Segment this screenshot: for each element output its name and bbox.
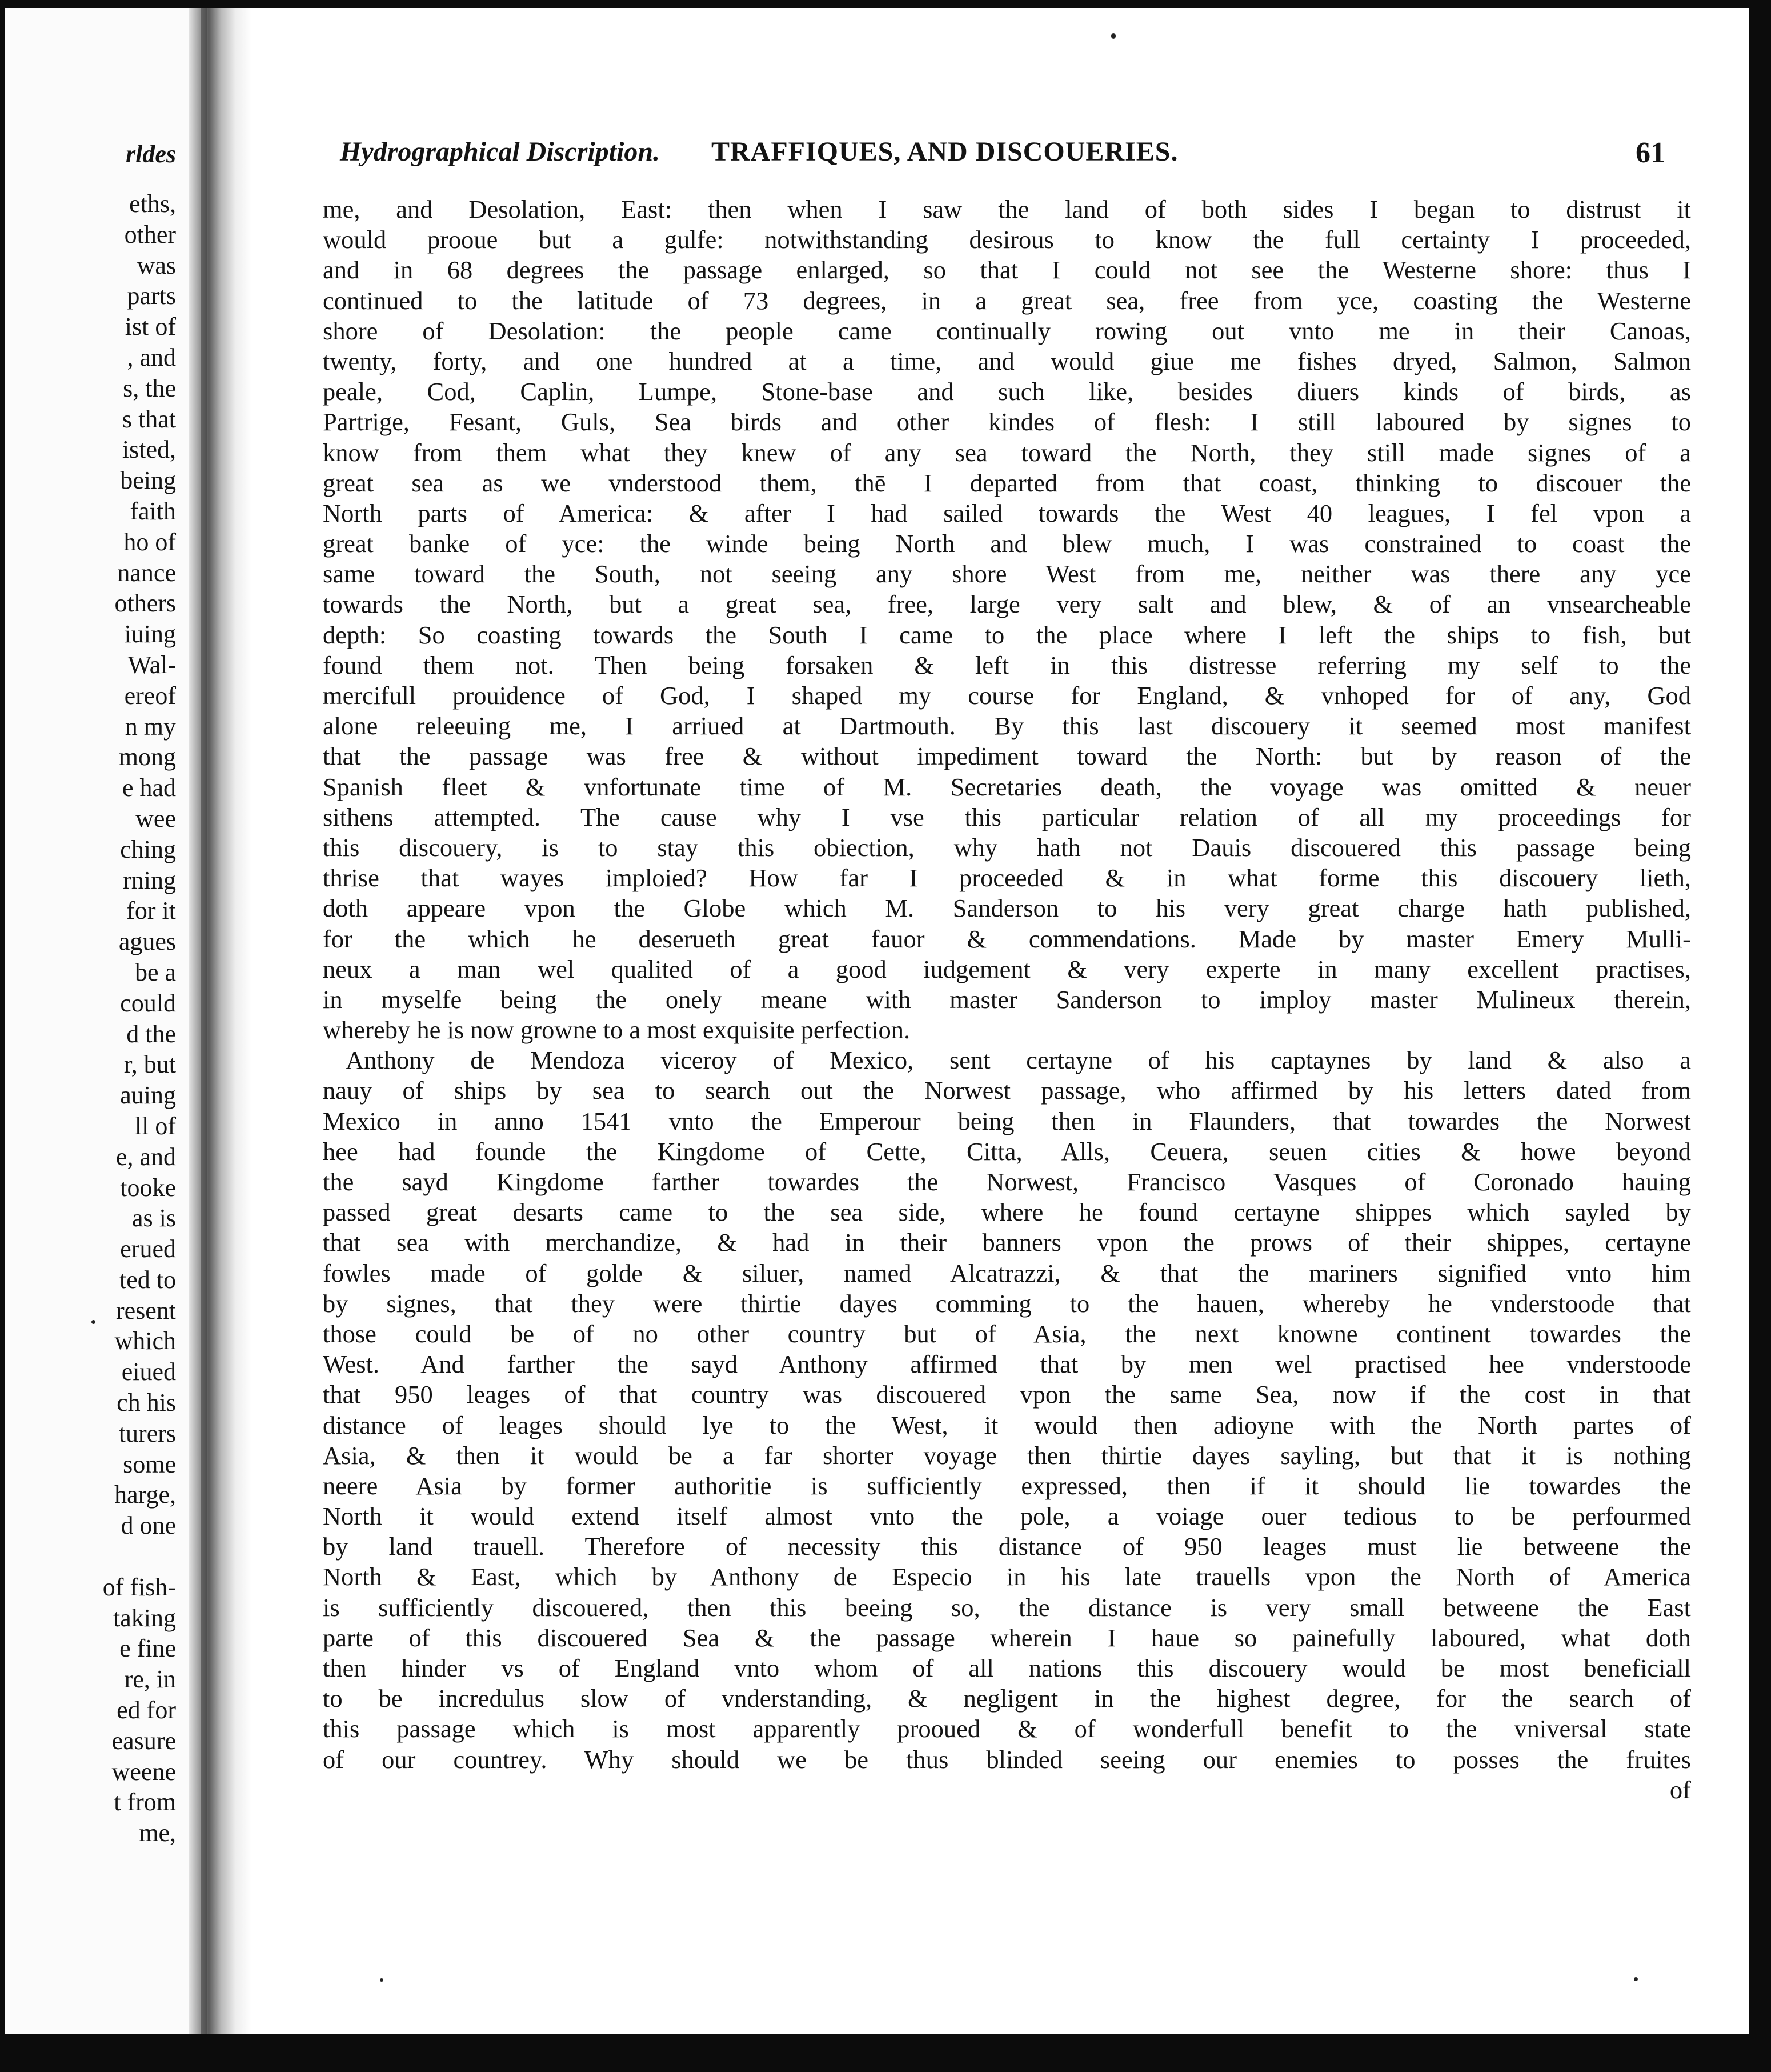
- running-head: [340, 136, 1665, 170]
- left-line-ending: d one: [121, 1511, 176, 1540]
- left-line-ending: eths,: [129, 190, 176, 218]
- text-line: depth: So coasting towards the South I came to the place where I left the ships to fish, but: [323, 620, 1691, 649]
- page-number: 61: [1636, 137, 1665, 169]
- text-line: of our countrey. Why should we be thus blinded seeing our enemies to posses the fruites: [323, 1745, 1691, 1774]
- text-line: that sea with merchandize, & had in their banners vpon the prows of their shippes, certayne: [323, 1228, 1691, 1257]
- text-line: same toward the South, not seeing any shore West from me, neither was there any yce: [323, 559, 1691, 589]
- text-line: those could be of no other country but of Asia, the next knowne continent towardes the: [323, 1319, 1691, 1348]
- text-line: towards the North, but a great sea, free, large very salt and blew, & of an vnsearcheable: [323, 590, 1691, 619]
- text-line: in myselfe being the onely meane with master Sanderson to imploy master Mulineux therein,: [323, 985, 1691, 1014]
- left-line-ending: turers: [118, 1419, 176, 1447]
- ink-speck: [1111, 33, 1116, 39]
- left-line-ending: weene: [111, 1757, 176, 1786]
- left-line-ending: which: [114, 1327, 176, 1355]
- text-line: North it would extend itself almost vnto the pole, a voiage ouer tedious to be perfourmed: [323, 1502, 1691, 1531]
- running-head-section: Hydrographical Discription.: [340, 137, 660, 167]
- left-line-ending: ed for: [117, 1696, 176, 1725]
- left-line-ending: ch his: [117, 1389, 176, 1417]
- left-line-ending: , and: [127, 343, 176, 371]
- left-line-ending: rning: [123, 866, 176, 894]
- left-page-line-endings: [5, 189, 176, 1849]
- left-line-ending: faith: [130, 497, 176, 525]
- scanner-border-left: [0, 0, 5, 2072]
- text-line: nauy of ships by sea to search out the Norwest passage, who affirmed by his letters dated from: [323, 1076, 1691, 1105]
- left-line-ending: iuing: [124, 620, 176, 649]
- left-line-ending: eiued: [121, 1358, 176, 1386]
- text-line: sithens attempted. The cause why I vse this particular relation of all my proceedings for: [323, 802, 1691, 831]
- text-line: alone releeuing me, I arriued at Dartmouth. By this last discouery it seemed most manifest: [323, 711, 1691, 741]
- ink-speck: [91, 1320, 95, 1324]
- text-line: neux a man wel qualited of a good iudgement & very experte in many excellent practises,: [323, 954, 1691, 983]
- left-facing-page: [5, 8, 189, 2034]
- scanner-border-bottom: [0, 2034, 1771, 2072]
- left-line-ending: nance: [117, 558, 176, 587]
- left-line-ending: Wal-: [127, 650, 176, 679]
- text-line: shore of Desolation: the people came continually rowing out vnto me in their Canoas,: [323, 316, 1691, 345]
- text-line: distance of leages should lye to the West, it would then adioyne with the North partes of: [323, 1410, 1691, 1439]
- text-line: that 950 leages of that country was discouered vpon the same Sea, now if the cost in that: [323, 1380, 1691, 1409]
- text-line: the sayd Kingdome farther towardes the Norwest, Francisco Vasques of Coronado hauing: [323, 1167, 1691, 1196]
- left-line-ending: of fish-: [102, 1573, 176, 1601]
- left-line-ending: ching: [120, 835, 176, 863]
- left-line-ending: others: [114, 589, 176, 618]
- left-line-ending: ist of: [125, 313, 176, 341]
- text-line: this passage which is most apparently prooued & of wonderfull benefit to the vniversal state: [323, 1714, 1691, 1743]
- left-line-ending: isted,: [122, 435, 176, 464]
- left-line-ending: [5, 1541, 176, 1572]
- left-line-ending: s that: [122, 405, 176, 433]
- book-gutter: [189, 8, 251, 2034]
- left-line-ending: some: [123, 1450, 176, 1478]
- text-line: for the which he deserueth great fauor & commendations. Made by master Emery Mulli-: [323, 924, 1691, 953]
- text-line: to be incredulus slow of vnderstanding, & negligent in the highest degree, for the search of: [323, 1684, 1691, 1713]
- left-line-ending: me,: [139, 1819, 176, 1847]
- left-line-ending: resent: [115, 1296, 176, 1325]
- left-line-ending: could: [120, 989, 176, 1017]
- left-line-ending: was: [137, 251, 176, 279]
- text-line: would prooue but a gulfe: notwithstanding desirous to know the full certainty I proceeded,: [323, 225, 1691, 254]
- text-line: this discouery, is to stay this obiection, why hath not Dauis discouered this passage being: [323, 833, 1691, 862]
- text-line: Asia, & then it would be a far shorter voyage then thirtie dayes sayling, but that it is nothing: [323, 1441, 1691, 1470]
- text-line: Spanish fleet & vnfortunate time of M. Secretaries death, the voyage was omitted & neuer: [323, 772, 1691, 801]
- left-line-ending: t from: [114, 1788, 176, 1817]
- ink-speck: [1634, 1977, 1638, 1981]
- text-line: Partrige, Fesant, Guls, Sea birds and other kindes of flesh: I still laboured by signes to: [323, 407, 1691, 437]
- text-line: that the passage was free & without impediment toward the North: but by reason of the: [323, 742, 1691, 771]
- text-line: doth appeare vpon the Globe which M. Sanderson to his very great charge hath published,: [323, 894, 1691, 923]
- left-line-ending: being: [120, 466, 176, 495]
- left-line-ending: for it: [126, 897, 176, 925]
- left-line-ending: re, in: [124, 1665, 176, 1694]
- text-line: found them not. Then being forsaken & left in this distresse referring my self to the: [323, 650, 1691, 679]
- right-page: [251, 8, 1749, 2034]
- text-line: whereby he is now growne to a most exquisite perfection.: [323, 1015, 911, 1045]
- text-line: North & East, which by Anthony de Especio in his late trauells vpon the North of America: [323, 1562, 1691, 1591]
- text-line: then hinder vs of England vnto whom of all nations this discouery would be most beneficiall: [323, 1654, 1691, 1682]
- running-head-title: TRAFFIQUES, AND DISCOUERIES.: [711, 137, 1179, 167]
- scanner-border-right: [1749, 0, 1771, 2072]
- left-line-ending: d the: [126, 1019, 176, 1048]
- left-line-ending: e fine: [119, 1634, 176, 1663]
- text-line: and in 68 degrees the passage enlarged, so that I could not see the Westerne shore: thus I: [323, 255, 1691, 285]
- text-line: peale, Cod, Caplin, Lumpe, Stone-base and such like, besides diuers kinds of birds, as: [323, 377, 1691, 406]
- left-line-ending: n my: [125, 712, 176, 741]
- scanner-border-top: [0, 0, 1771, 8]
- left-line-ending: s, the: [123, 374, 176, 402]
- text-line: Mexico in anno 1541 vnto the Emperour being then in Flaunders, that towardes the Norwest: [323, 1106, 1691, 1135]
- left-line-ending: be a: [134, 958, 176, 986]
- left-line-ending: easure: [111, 1726, 176, 1755]
- left-running-head-fragment: rldes: [126, 140, 176, 168]
- text-line: neere Asia by former authoritie is sufficiently expressed, then if it should lie towardes the: [323, 1471, 1691, 1500]
- ink-speck: [380, 1978, 383, 1982]
- text-line: twenty, forty, and one hundred at a time, and would giue me fishes dryed, Salmon, Salmon: [323, 346, 1691, 375]
- left-line-ending: wee: [135, 804, 176, 833]
- text-line: parte of this discouered Sea & the passage wherein I haue so painefully laboured, what doth: [323, 1623, 1691, 1652]
- text-line: West. And farther the sayd Anthony affirmed that by men wel practised hee vnderstoode: [323, 1350, 1691, 1379]
- left-line-ending: auing: [120, 1081, 176, 1110]
- text-line: mercifull prouidence of God, I shaped my course for England, & vnhoped for of any, God: [323, 681, 1691, 710]
- left-line-ending: ho of: [123, 527, 176, 556]
- text-line: by land trauell. Therefore of necessity this distance of 950 leages must lie betweene the: [323, 1532, 1691, 1561]
- left-line-ending: mong: [118, 743, 176, 771]
- left-line-ending: e, and: [115, 1142, 176, 1171]
- body-text: [323, 194, 1691, 1805]
- text-line: hee had founde the Kingdome of Cette, Citta, Alls, Ceuera, seuen cities & howe beyond: [323, 1137, 1691, 1166]
- left-line-ending: e had: [122, 774, 176, 802]
- left-line-ending: erued: [120, 1235, 176, 1263]
- text-line: thrise that wayes imploied? How far I proceeded & in what forme this discouery lieth,: [323, 863, 1691, 893]
- catchword: of: [1669, 1775, 1691, 1804]
- left-line-ending: taking: [113, 1603, 176, 1632]
- left-line-ending: ereof: [124, 681, 176, 710]
- text-line: fowles made of golde & siluer, named Alcatrazzi, & that the mariners signified vnto him: [323, 1258, 1691, 1287]
- text-line: know from them what they knew of any sea toward the North, they still made signes of a: [323, 438, 1691, 467]
- text-line: great banke of yce: the winde being North and blew much, I was constrained to coast the: [323, 529, 1691, 558]
- text-line: North parts of America: & after I had sailed towards the West 40 leagues, I fel vpon a: [323, 498, 1691, 527]
- left-line-ending: harge,: [114, 1481, 176, 1509]
- text-line: Anthony de Mendoza viceroy of Mexico, sent certayne of his captaynes by land & also a: [346, 1046, 1691, 1075]
- left-line-ending: agues: [118, 927, 176, 956]
- text-line: is sufficiently discouered, then this beeing so, the distance is very small betweene the East: [323, 1593, 1691, 1622]
- left-line-ending: ll of: [134, 1111, 176, 1140]
- text-line: me, and Desolation, East: then when I saw the land of both sides I began to distrust it: [323, 195, 1691, 223]
- left-line-ending: parts: [127, 282, 176, 310]
- left-line-ending: other: [124, 220, 176, 249]
- left-line-ending: tooke: [120, 1173, 176, 1202]
- text-line: by signes, that they were thirtie dayes comming to the hauen, whereby he vnderstoode that: [323, 1289, 1691, 1318]
- text-line: great sea as we vnderstood them, thē I departed from that coast, thinking to discouer the: [323, 468, 1691, 497]
- text-line: passed great desarts came to the sea side, where he found certayne shippes which sayled by: [323, 1198, 1691, 1227]
- left-line-ending: r, but: [123, 1050, 176, 1079]
- left-line-ending: as is: [132, 1204, 176, 1233]
- text-line: continued to the latitude of 73 degrees, in a great sea, free from yce, coasting the Westerne: [323, 286, 1691, 315]
- left-line-ending: ted to: [119, 1265, 176, 1294]
